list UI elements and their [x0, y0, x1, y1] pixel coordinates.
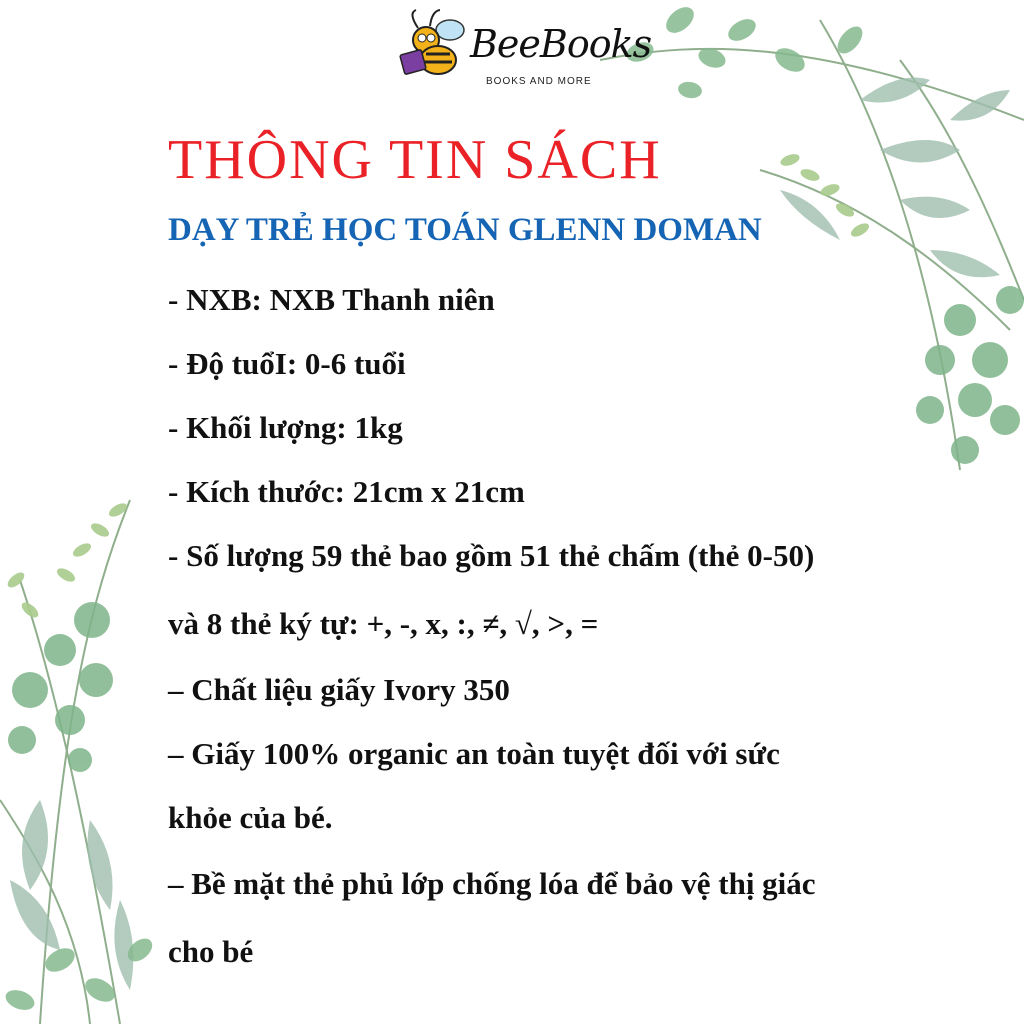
page-title: THÔNG TIN SÁCH	[168, 129, 662, 191]
organic-paper-line: – Giấy 100% organic an toàn tuyệt đối với sức	[168, 736, 780, 771]
organic-paper-line-cont: khỏe của bé.	[168, 800, 333, 835]
publisher-line: - NXB: NXB Thanh niên	[168, 282, 495, 317]
card-count-line: - Số lượng 59 thẻ bao gồm 51 thẻ chấm (thẻ 0-50)	[168, 538, 815, 573]
anti-glare-line: – Bề mặt thẻ phủ lớp chống lóa để bảo vệ thị giác	[168, 866, 816, 901]
logo-wordmark: BeeBooks	[470, 22, 652, 66]
logo-tagline: BOOKS AND MORE	[486, 76, 592, 87]
size-line: - Kích thước: 21cm x 21cm	[168, 474, 525, 509]
weight-line: - Khối lượng: 1kg	[168, 410, 403, 445]
anti-glare-line-cont: cho bé	[168, 934, 254, 969]
card-count-line-cont: và 8 thẻ ký tự: +, -, x, :, ≠, √, >, =	[168, 606, 599, 641]
age-line: - Độ tuổI: 0-6 tuổi	[168, 346, 406, 381]
book-title: DẠY TRẺ HỌC TOÁN GLENN DOMAN	[168, 212, 762, 248]
paper-material-line: – Chất liệu giấy Ivory 350	[168, 672, 510, 707]
